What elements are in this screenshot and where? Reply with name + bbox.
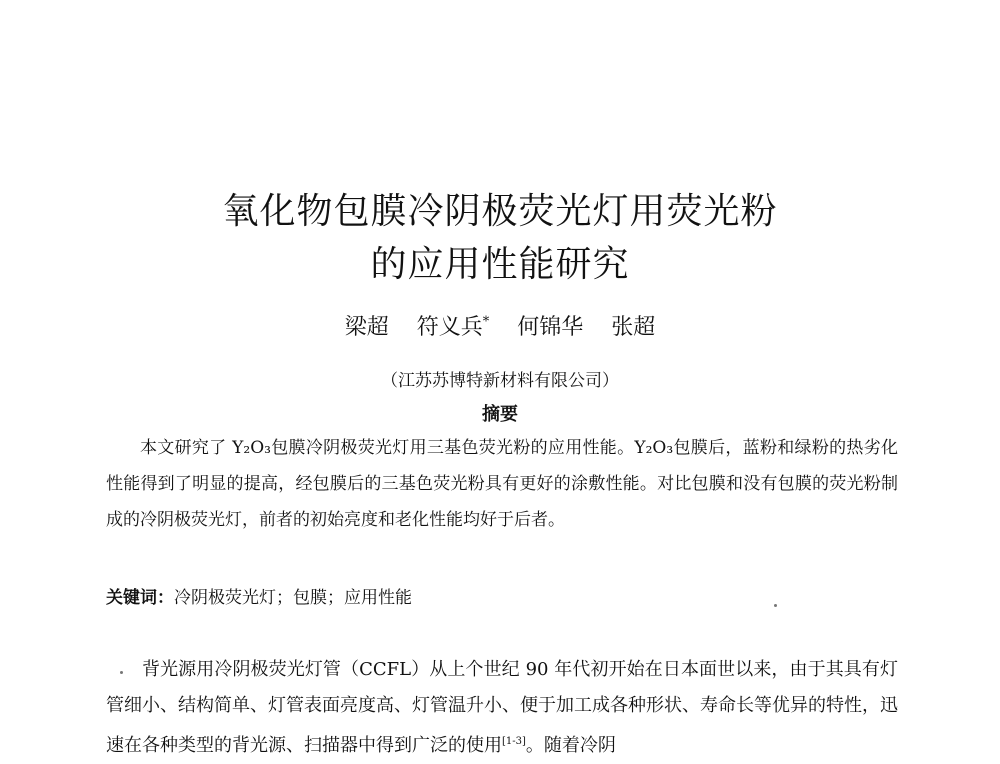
scan-speck [774,604,777,607]
keywords-text: 冷阴极荧光灯；包膜；应用性能 [174,588,412,608]
corresponding-author-mark: * [482,314,490,330]
author-1: 梁超 [344,315,389,340]
author-3: 何锦华 [517,315,584,340]
body-text-part-1: 背光源用冷阴极荧光灯管（CCFL）从上个世纪 90 年代初开始在日本面世以来，由于其具有灯管细小、结构简单、灯管表面亮度高、灯管温升小、便于加工成各种形状、寿命长等优异的特性，迅速在各种类型的背光源、扫描器中得到广泛的使用 [106,659,898,756]
keywords-label: 关键词： [106,588,174,608]
abstract-text: 本文研究了 Y₂O₃包膜冷阴极荧光灯用三基色荧光粉的应用性能。Y₂O₃包膜后，蓝粉和绿粉的热劣化性能得到了明显的提高，经包膜后的三基色荧光粉具有更好的涂敷性能。对比包膜和没有包膜的荧光粉制成的冷阴极荧光灯，前者的初始亮度和老化性能均好于后者。 [106,438,898,530]
citation-ref: [1-3] [502,736,526,747]
affiliation: （江苏苏博特新材料有限公司） [381,371,619,391]
body-paragraph [106,652,898,764]
paper-title-line-2: 的应用性能研究 [370,244,630,285]
body-text-part-2: 。随着冷阴 [525,735,616,756]
author-2-name: 符义兵 [416,315,483,340]
author-4: 张超 [611,315,656,340]
scan-speck [120,671,123,674]
author-2 [417,315,490,340]
author-list [0,310,1000,341]
abstract-heading: 摘要 [482,404,518,425]
paper-title-line-1: 氧化物包膜冷阴极荧光灯用荧光粉 [222,191,778,232]
keywords-line [106,583,898,608]
